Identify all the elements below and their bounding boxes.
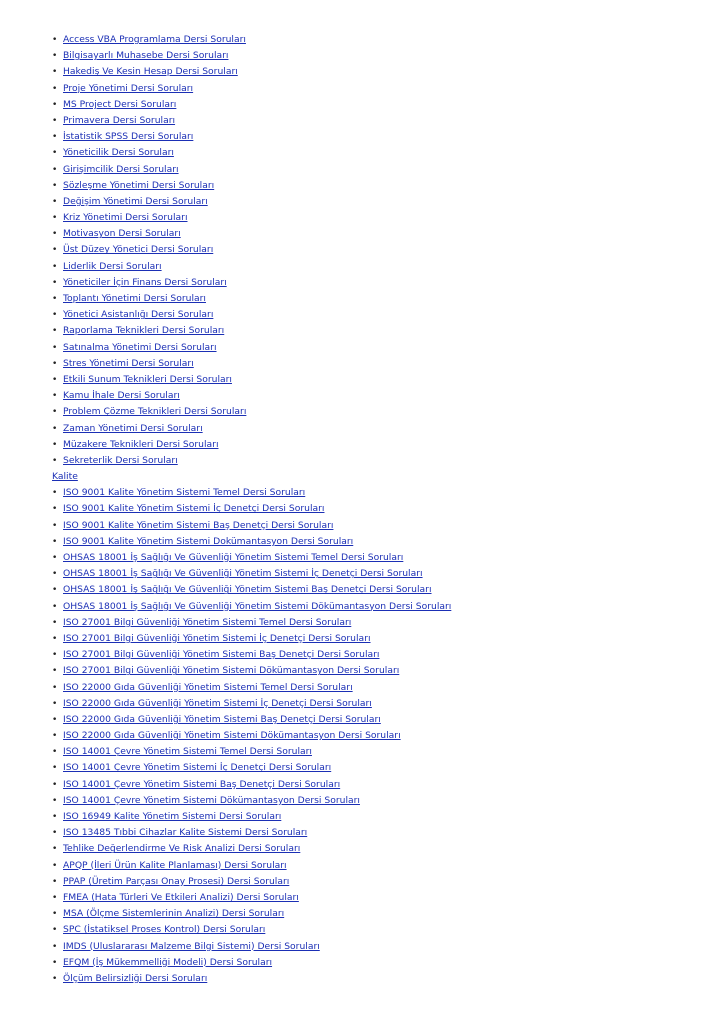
bullet-icon: • <box>52 876 58 887</box>
bullet-icon: • <box>52 294 58 304</box>
bullet-icon: • <box>52 374 58 385</box>
bullet-icon: • <box>52 698 58 709</box>
bullet-icon: • <box>52 828 58 839</box>
list-item <box>52 259 712 275</box>
bullet-icon: • <box>52 925 58 936</box>
bullet-icon: • <box>52 569 58 580</box>
list-item <box>52 323 712 339</box>
bullet-icon: • <box>52 504 58 515</box>
course-link[interactable]: SPC (İstatiksel Proses Kontrol) Dersi Soruları <box>63 924 266 936</box>
bullet-icon: • <box>52 536 58 547</box>
list-item <box>52 97 712 113</box>
list-item <box>52 32 712 48</box>
bullet-icon: • <box>52 633 58 644</box>
list-item <box>52 501 712 517</box>
bullet-icon: • <box>52 213 58 224</box>
bullet-icon: • <box>52 731 58 742</box>
list-item <box>52 81 712 97</box>
bullet-icon: • <box>52 148 58 159</box>
list-item <box>52 793 712 809</box>
list-item <box>52 242 712 258</box>
list-item <box>52 210 712 226</box>
list-item <box>52 599 712 615</box>
list-item <box>52 696 712 712</box>
list-item <box>52 631 712 647</box>
bullet-icon: • <box>52 763 58 774</box>
course-link[interactable]: Access VBA Programlama Dersi Soruları <box>63 34 246 45</box>
bullet-icon: • <box>52 747 58 758</box>
list-item <box>52 939 712 955</box>
list-item <box>52 825 712 841</box>
bullet-icon: • <box>52 844 58 855</box>
list-item <box>52 307 712 323</box>
course-link[interactable]: Zaman Yönetimi Dersi Soruları <box>63 422 203 434</box>
bullet-icon: • <box>52 83 58 94</box>
list-item <box>52 841 712 857</box>
course-link[interactable]: Motivasyon Dersi Soruları <box>63 228 181 240</box>
bullet-icon: • <box>52 666 58 677</box>
bullet-icon: • <box>52 423 58 434</box>
bullet-icon: • <box>52 812 58 822</box>
course-link[interactable]: Hakediş Ve Kesin Hesap Dersi Soruları <box>63 66 238 78</box>
bullet-icon: • <box>52 180 58 191</box>
bullet-icon: • <box>52 326 58 337</box>
section-heading-kalite[interactable]: Kalite <box>52 471 78 483</box>
bullet-icon: • <box>52 892 58 903</box>
course-link[interactable]: Toplantı Yönetimi Dersi Soruları <box>63 293 206 304</box>
list-item <box>52 145 712 161</box>
list-item <box>52 777 712 793</box>
course-link[interactable]: ISO 9001 Kalite Yönetim Sistemi Dokümantasyon Dersi Soruları <box>63 535 354 547</box>
list-item <box>52 582 712 598</box>
course-link[interactable]: APQP (İleri Ürün Kalite Planlaması) Dersi Soruları <box>63 859 287 871</box>
course-link[interactable]: ISO 27001 Bilgi Güvenliği Yönetim Sistemi İç Denetçi Dersi Soruları <box>63 632 371 644</box>
list-item <box>52 485 712 501</box>
list-item <box>52 129 712 145</box>
course-link[interactable]: Stres Yönetimi Dersi Soruları <box>63 357 194 369</box>
bullet-icon: • <box>52 229 58 240</box>
course-link[interactable]: OHSAS 18001 İş Sağlığı Ve Güvenliği Yönetim Sistemi Temel Dersi Soruları <box>63 552 404 563</box>
course-link[interactable]: ISO 14001 Çevre Yönetim Sistemi Temel Dersi Soruları <box>63 746 312 758</box>
bullet-icon: • <box>52 650 58 661</box>
bullet-icon: • <box>52 391 58 402</box>
course-link[interactable]: Liderlik Dersi Soruları <box>63 260 162 272</box>
course-link[interactable]: ISO 9001 Kalite Yönetim Sistemi Temel Dersi Soruları <box>63 487 306 499</box>
list-item <box>52 340 712 356</box>
list-item <box>52 178 712 194</box>
bullet-icon: • <box>52 617 58 628</box>
course-link[interactable]: MSA (Ölçme Sistemlerinin Analizi) Dersi Soruları <box>63 908 285 920</box>
list-item <box>52 64 712 80</box>
document-page <box>52 32 712 987</box>
list-item <box>52 809 712 825</box>
course-link[interactable]: ISO 27001 Bilgi Güvenliği Yönetim Sistemi Temel Dersi Soruları <box>63 616 352 628</box>
course-link[interactable]: ISO 27001 Bilgi Güvenliği Yönetim Sistemi Dökümantasyon Dersi Soruları <box>63 665 400 677</box>
list-item <box>52 421 712 437</box>
course-link[interactable]: ISO 27001 Bilgi Güvenliği Yönetim Sistemi Baş Denetçi Dersi Soruları <box>63 649 380 661</box>
bullet-icon: • <box>52 342 58 353</box>
course-link[interactable]: ISO 9001 Kalite Yönetim Sistemi İç Denetçi Dersi Soruları <box>63 503 325 515</box>
course-link[interactable]: Tehlike Değerlendirme Ve Risk Analizi Dersi Soruları <box>63 843 301 855</box>
course-link[interactable]: Raporlama Teknikleri Dersi Soruları <box>63 325 225 337</box>
course-link[interactable]: ISO 14001 Çevre Yönetim Sistemi Dökümantasyon Dersi Soruları <box>63 794 360 806</box>
bullet-icon: • <box>52 682 58 693</box>
list-item <box>52 162 712 178</box>
course-link[interactable]: Kamu İhale Dersi Soruları <box>63 390 180 402</box>
course-link[interactable]: PPAP (Üretim Parçası Onay Prosesi) Dersi Soruları <box>63 875 290 887</box>
course-link[interactable]: Ölçüm Belirsizliği Dersi Soruları <box>63 972 208 984</box>
list-item <box>52 372 712 388</box>
list-item <box>52 550 712 566</box>
bullet-icon: • <box>52 601 58 612</box>
course-link[interactable]: Primavera Dersi Soruları <box>63 114 176 126</box>
bullet-icon: • <box>52 164 58 175</box>
bullet-icon: • <box>52 585 58 596</box>
course-link[interactable]: Satınalma Yönetimi Dersi Soruları <box>63 341 217 353</box>
course-link[interactable]: ISO 22000 Gıda Güvenliği Yönetim Sistemi Baş Denetçi Dersi Soruları <box>63 713 381 725</box>
list-item <box>52 356 712 372</box>
list-item <box>52 194 712 210</box>
course-link[interactable]: Yöneticiler İçin Finans Dersi Soruları <box>63 276 227 288</box>
list-item <box>52 534 712 550</box>
bullet-icon: • <box>52 439 58 450</box>
bullet-icon: • <box>52 957 58 968</box>
bullet-icon: • <box>52 407 58 418</box>
course-link[interactable]: ISO 16949 Kalite Yönetim Sistemi Dersi Soruları <box>63 811 282 822</box>
course-link[interactable]: OHSAS 18001 İş Sağlığı Ve Güvenliği Yönetim Sistemi Dökümantasyon Dersi Soruları <box>63 600 452 612</box>
list-item <box>52 48 712 64</box>
bullet-icon: • <box>52 245 58 256</box>
course-link[interactable]: Girişimcilik Dersi Soruları <box>63 163 179 175</box>
bullet-icon: • <box>52 67 58 78</box>
list-item <box>52 858 712 874</box>
bullet-icon: • <box>52 860 58 871</box>
bullet-icon: • <box>52 779 58 790</box>
course-link[interactable]: İstatistik SPSS Dersi Soruları <box>63 131 194 143</box>
bullet-icon: • <box>52 714 58 725</box>
list-item <box>52 615 712 631</box>
course-link[interactable]: MS Project Dersi Soruları <box>63 98 177 110</box>
list-item <box>52 874 712 890</box>
bullet-icon: • <box>52 941 58 952</box>
course-link[interactable]: ISO 14001 Çevre Yönetim Sistemi Baş Denetçi Dersi Soruları <box>63 778 341 790</box>
course-link-list <box>52 32 712 469</box>
list-item <box>52 922 712 938</box>
course-link[interactable]: ISO 22000 Gıda Güvenliği Yönetim Sistemi Temel Dersi Soruları <box>63 681 353 693</box>
list-item <box>52 388 712 404</box>
list-item <box>52 437 712 453</box>
bullet-icon: • <box>52 909 58 920</box>
course-link[interactable]: ISO 14001 Çevre Yönetim Sistemi İç Denetçi Dersi Soruları <box>63 762 332 774</box>
bullet-icon: • <box>52 99 58 110</box>
bullet-icon: • <box>52 35 58 45</box>
bullet-icon: • <box>52 196 58 207</box>
course-link[interactable]: OHSAS 18001 İş Sağlığı Ve Güvenliği Yönetim Sistemi Baş Denetçi Dersi Soruları <box>63 584 432 596</box>
list-item <box>52 712 712 728</box>
bullet-icon: • <box>52 310 58 321</box>
course-link[interactable]: IMDS (Uluslararası Malzeme Bilgi Sistemi) Dersi Soruları <box>63 940 320 952</box>
course-link[interactable]: OHSAS 18001 İş Sağlığı Ve Güvenliği Yönetim Sistemi İç Denetçi Dersi Soruları <box>63 568 423 580</box>
course-link[interactable]: Yöneticilik Dersi Soruları <box>63 147 174 159</box>
bullet-icon: • <box>52 277 58 288</box>
list-item <box>52 663 712 679</box>
list-item <box>52 647 712 663</box>
list-item <box>52 453 712 469</box>
bullet-icon: • <box>52 795 58 806</box>
bullet-icon: • <box>52 973 58 984</box>
quality-course-link-list <box>52 485 712 987</box>
course-link[interactable]: Yönetici Asistanlığı Dersi Soruları <box>63 309 214 321</box>
course-link[interactable]: FMEA (Hata Türleri Ve Etkileri Analizi) Dersi Soruları <box>63 891 299 903</box>
list-item <box>52 518 712 534</box>
bullet-icon: • <box>52 455 58 466</box>
course-link[interactable]: Müzakere Teknikleri Dersi Soruları <box>63 438 219 450</box>
list-item <box>52 291 712 307</box>
list-item <box>52 890 712 906</box>
course-link[interactable]: ISO 13485 Tıbbi Cihazlar Kalite Sistemi Dersi Soruları <box>63 827 308 839</box>
list-item <box>52 113 712 129</box>
bullet-icon: • <box>52 520 58 531</box>
list-item <box>52 906 712 922</box>
list-item <box>52 728 712 744</box>
list-item <box>52 226 712 242</box>
list-item <box>52 744 712 760</box>
course-link[interactable]: Proje Yönetimi Dersi Soruları <box>63 82 194 94</box>
course-link[interactable]: Bilgisayarlı Muhasebe Dersi Soruları <box>63 50 229 62</box>
course-link[interactable]: Sekreterlik Dersi Soruları <box>63 454 178 466</box>
course-link[interactable]: EFQM (İş Mükemmelliği Modeli) Dersi Soruları <box>63 956 273 968</box>
bullet-icon: • <box>52 261 58 272</box>
course-link[interactable]: Değişim Yönetimi Dersi Soruları <box>63 195 208 207</box>
list-item <box>52 955 712 971</box>
course-link[interactable]: Sözleşme Yönetimi Dersi Soruları <box>63 179 215 191</box>
course-link[interactable]: Problem Çözme Teknikleri Dersi Soruları <box>63 406 247 418</box>
list-item <box>52 404 712 420</box>
bullet-icon: • <box>52 358 58 369</box>
bullet-icon: • <box>52 51 58 62</box>
list-item <box>52 760 712 776</box>
course-link[interactable]: ISO 22000 Gıda Güvenliği Yönetim Sistemi İç Denetçi Dersi Soruları <box>63 697 372 709</box>
course-link[interactable]: Kriz Yönetimi Dersi Soruları <box>63 212 188 224</box>
list-item <box>52 971 712 987</box>
list-item <box>52 566 712 582</box>
list-item <box>52 680 712 696</box>
bullet-icon: • <box>52 115 58 126</box>
course-link[interactable]: ISO 9001 Kalite Yönetim Sistemi Baş Denetçi Dersi Soruları <box>63 519 334 531</box>
list-item <box>52 275 712 291</box>
bullet-icon: • <box>52 488 58 499</box>
course-link[interactable]: Üst Düzey Yönetici Dersi Soruları <box>63 244 214 256</box>
bullet-icon: • <box>52 132 58 143</box>
course-link[interactable]: Etkili Sunum Teknikleri Dersi Soruları <box>63 373 232 385</box>
bullet-icon: • <box>52 553 58 563</box>
course-link[interactable]: ISO 22000 Gıda Güvenliği Yönetim Sistemi Dökümantasyon Dersi Soruları <box>63 730 401 742</box>
